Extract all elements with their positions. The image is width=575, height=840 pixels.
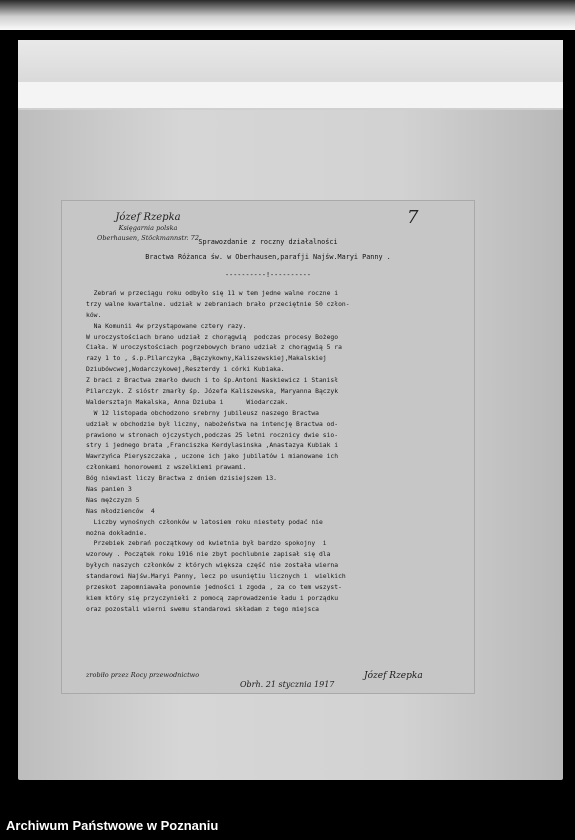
page-number: 7: [407, 207, 419, 228]
body-line: przeskot zapomniawała ponownie jedności i zgoda , za co tem wszyst-: [86, 584, 342, 592]
body-line: Pilarczyk. Z sióstr zmarły śp. Józefa Kaliszewska, Maryanna Bączyk: [86, 388, 339, 396]
archive-footer: [0, 810, 575, 840]
document-body: [86, 289, 466, 616]
body-line: prawiono w stronach ojczystych,podczas 25 letni rocznicy dwie sio-: [86, 431, 339, 439]
body-line: W uroczystościach brano udział z chorągwią podczas procesy Bożego: [86, 333, 339, 341]
body-line: oraz pozostali wierni swemu standarowi składam z tego miejsca: [86, 605, 319, 613]
signature-left: zrobiło przez Rocy przewodnictwo: [86, 671, 200, 679]
body-line: Na Komunii 4w przystąpowane cztery razy.: [86, 322, 247, 330]
body-line: Bóg niewiast liczy Bractwa z dniem dzisiejszem 13.: [86, 475, 277, 483]
archive-label: Archiwum Państwowe w Poznaniu: [6, 818, 219, 833]
body-line: wzorowy . Początek roku 1916 nie zbyt pochlubnie zapisał się dla: [86, 551, 331, 559]
scanner-top-edge: [0, 0, 575, 30]
document-title-line1: Sprawozdanie z roczny działalności: [198, 238, 338, 246]
body-line: stry i jednego brata ,Franciszka Kerdylasinska ,Anastazya Kubiak i: [86, 442, 339, 450]
signature-right: Józef Rzepka: [364, 671, 423, 681]
body-line: razy 1 to , ś.p.Pilarczyka ,Bączykowny,Kaliszewskiej,Makalskiej: [86, 355, 327, 363]
body-line: Nas mężczyzn 5: [86, 496, 140, 504]
document-page: [62, 201, 474, 693]
title-rule: ----------!----------: [225, 271, 311, 279]
letterhead-line2: Oberhausen, Stöckmannstr. 72: [97, 234, 199, 242]
body-line: członkami honorowemi z wszelkiemi prawami.: [86, 464, 247, 472]
body-line: kiem który się przyczyniełi z pomocą zaprowadzenie ładu i porządku: [86, 594, 339, 602]
body-line: można dokładnie.: [86, 529, 148, 537]
body-line: byłych naszych członków z których większa część nie została wierna: [86, 562, 339, 570]
body-line: Z braci z Bractwa zmarło dwuch i to śp.Antoni Naskiewicz i Stanisł: [86, 377, 339, 385]
document-title-line2: Bractwa Różanca św. w Oberhausen,parafji Najśw.Maryi Panny .: [145, 253, 391, 261]
body-line: Zebrań w przeciągu roku odbyło się 11 w tem jedne walne roczne i: [86, 290, 339, 297]
body-line: Waldersztajn Makalska, Anna Dziuba i Wiodarczak.: [86, 398, 289, 406]
body-line: udział w obchodzie był liczny, nabożeństwa na intencję Bractwa od-: [86, 420, 339, 428]
body-line: Wawrzyńca Pieryszczaka , uczone ich jako jubilatów i mianowane ich: [86, 453, 339, 461]
folder-paper-band: [18, 82, 563, 108]
body-line: Nas panien 3: [86, 486, 132, 494]
body-line: standarowi Najśw.Maryi Panny, lecz po usuniętiu licznych i wielkich: [86, 573, 346, 581]
letterhead-line1: Księgarnia polska: [118, 224, 178, 232]
body-line: trzy walne kwartalne. udział w zebraniach brało przeciętnie 50 człon-: [86, 300, 350, 308]
body-line: Liczby wynośnych członków w latosiem roku niestety podać nie: [86, 518, 323, 526]
scan-left-border: [0, 30, 14, 810]
body-line: Dziubówcwej,Wodarczykowej,Reszterdy i córki Kubiaka.: [86, 366, 285, 374]
body-line: Przebiek zebrań początkowy od kwietnia był bardzo spokojny i: [86, 540, 327, 548]
body-line: Ciała. W uroczystościach pogrzebowych brano udział z chorągwią 5 ra: [86, 344, 342, 352]
signature-date: Obrh. 21 stycznia 1917: [240, 680, 335, 689]
body-line: W 12 listopada obchodzono srebrny jubileusz naszego Bractwa: [86, 409, 319, 417]
letterhead-name: Józef Rzepka: [115, 212, 181, 223]
body-line: ków.: [86, 311, 102, 319]
body-line: Nas młodzienców 4: [86, 507, 155, 515]
